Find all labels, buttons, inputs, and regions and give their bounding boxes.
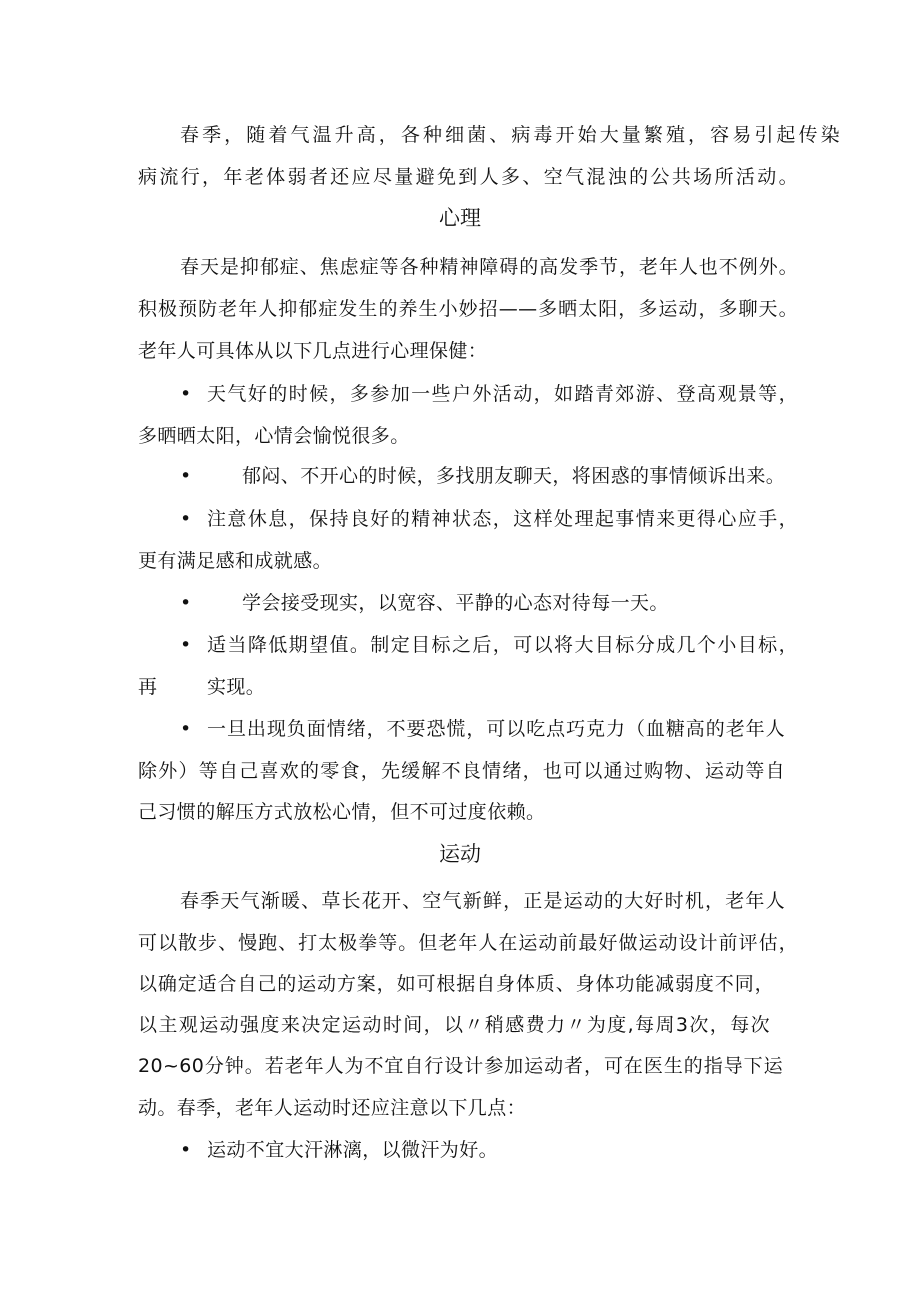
list-item-line: 除外）等自己喜欢的零食，先缓解不良情绪，也可以通过购物、运动等自 (138, 760, 785, 782)
paragraph-line: 动。春季，老年人运动时还应注意以下几点： (138, 1097, 527, 1119)
list-item-line: 更有满足感和成就感。 (138, 550, 333, 572)
bullet-marker: • (180, 383, 192, 405)
list-item-line: 运动不宜大汗淋漓，以微汗为好。 (207, 1139, 499, 1161)
list-item-line: 一旦出现负面情绪，不要恐慌，可以吃点巧克力（血糖高的老年人 (207, 718, 785, 740)
intro-line: 春季，随着气温升高，各种细菌、病毒开始大量繁殖，容易引起传染 (180, 124, 840, 146)
paragraph-line: 以确定适合自己的运动方案，如可根据自身体质、身体功能减弱度不同， (138, 973, 774, 995)
paragraph-line: 春季天气渐暖、草长花开、空气新鲜，正是运动的大好时机，老年人 (180, 890, 785, 912)
bullet-marker: • (180, 718, 192, 740)
list-item-line: 再 (138, 676, 158, 698)
bullet-marker: • (180, 634, 192, 656)
list-item-line: 郁闷、不开心的时候，多找朋友聊天，将困惑的事情倾诉出来。 (242, 465, 786, 487)
paragraph-line: 20~60分钟。若老年人为不宜自行设计参加运动者，可在医生的指导下运 (138, 1055, 783, 1077)
paragraph-line: 可以散步、慢跑、打太极拳等。但老年人在运动前最好做运动设计前评估， (138, 932, 798, 954)
list-item-line: 实现。 (207, 676, 266, 698)
list-item-line: 己习惯的解压方式放松心情，但不可过度依赖。 (138, 801, 546, 823)
list-item-line: 适当降低期望值。制定目标之后，可以将大目标分成几个小目标， (207, 634, 798, 656)
section-heading-psychology: 心理 (439, 206, 481, 230)
paragraph-line: 以主观运动强度来决定运动时间，以〃稍感费力〃为度,每周3次，每次 (138, 1014, 770, 1036)
paragraph-line: 春天是抑郁症、焦虑症等各种精神障碍的高发季节，老年人也不例外。 (180, 256, 798, 278)
section-heading-exercise: 运动 (439, 842, 481, 866)
paragraph-line: 老年人可具体从以下几点进行心理保健： (138, 340, 488, 362)
bullet-marker: • (180, 465, 192, 487)
list-item-line: 天气好的时候，多参加一些户外活动，如踏青郊游、登高观景等， (207, 383, 798, 405)
bullet-marker: • (180, 1139, 192, 1161)
paragraph-line: 积极预防老年人抑郁症发生的养生小妙招——多晒太阳，多运动，多聊天。 (138, 298, 798, 320)
bullet-marker: • (180, 508, 192, 530)
list-item-line: 注意休息，保持良好的精神状态，这样处理起事情来更得心应手， (207, 508, 798, 530)
list-item-line: 学会接受现实，以宽容、平静的心态对待每一天。 (242, 592, 669, 614)
list-item-line: 多晒晒太阳，心情会愉悦很多。 (138, 425, 410, 447)
intro-line: 病流行，年老体弱者还应尽量避免到人多、空气混浊的公共场所活动。 (138, 166, 798, 188)
bullet-marker: • (180, 592, 192, 614)
